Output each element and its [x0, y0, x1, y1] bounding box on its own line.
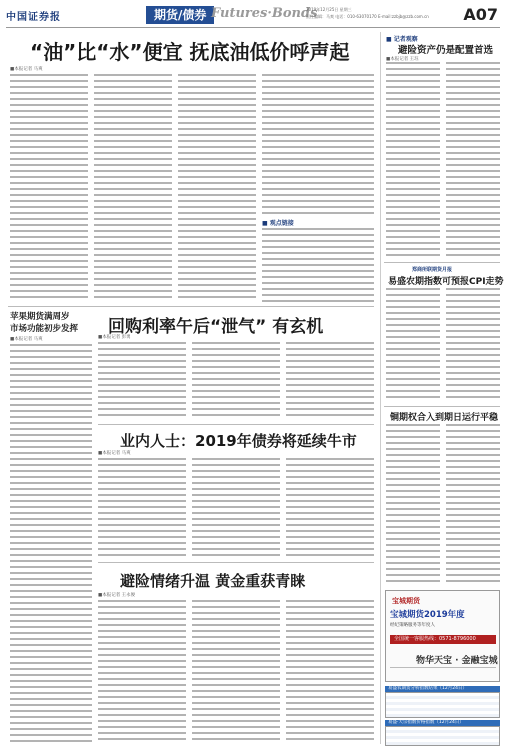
- repo-article-col2: [192, 342, 280, 420]
- column-divider: [380, 32, 381, 744]
- apple-byline: ■本报记者 马爽: [10, 337, 43, 342]
- divider: [98, 424, 374, 425]
- sub-section-text: [262, 228, 374, 302]
- cpi-tag: 郑商所联期货月报: [412, 267, 453, 273]
- repo-rate-byline: ■本报记者 彭勇: [98, 335, 131, 340]
- copper-col2: [446, 424, 500, 584]
- risk-asset-col1: [386, 62, 440, 258]
- apple-headline-line1: 苹果期货满周岁: [10, 312, 70, 322]
- ad-subtitle: 经纪策略服务等年度人: [390, 623, 435, 628]
- main-byline: ■本报记者 马爽: [10, 67, 43, 72]
- index-table-title: 易盛农期货分析指数结果（12月24日）: [385, 686, 500, 692]
- gold-article-col3: [286, 600, 374, 742]
- bond-article-col1: [98, 458, 186, 558]
- risk-asset-col2: [446, 62, 500, 258]
- page-number: A07: [463, 5, 498, 24]
- apple-article-text: [10, 344, 92, 742]
- copper-col1: [386, 424, 440, 584]
- ad-footer-line: [390, 667, 496, 679]
- gold-article-col2: [192, 600, 280, 742]
- section-title: 期货/债券: [146, 6, 214, 24]
- risk-asset-byline: ■本报记者 王珏: [386, 57, 419, 62]
- repo-article-col3: [286, 342, 374, 420]
- commodity-table: [385, 726, 500, 746]
- bond-byline: ■本报记者 马爽: [98, 451, 131, 456]
- divider: [384, 406, 500, 407]
- cpi-col1: [386, 288, 440, 402]
- ad-logo: 宝城期货: [392, 597, 420, 605]
- sidebar-tag: ■ 记者观察: [386, 36, 418, 43]
- index-table: [385, 692, 500, 718]
- ad-title: 宝城期货2019年度: [390, 610, 465, 620]
- main-article-col2: [94, 74, 172, 302]
- gold-article-col1: [98, 600, 186, 742]
- main-article-col1: [10, 74, 88, 302]
- gold-headline: 避险情绪升温 黄金重获青睐: [120, 572, 306, 590]
- masthead: 中国证券报: [6, 12, 61, 23]
- copper-headline: 铜期权合入到期日运行平稳: [390, 413, 499, 423]
- editor-meta: 责任编辑：马爽 电话：010-63070170 E-mail:zzbjb@zzb.com.cn: [306, 14, 429, 19]
- ad-brand: 物华天宝 · 金融宝城: [416, 656, 498, 666]
- bond-article-col2: [192, 458, 280, 558]
- commodity-table-title: 易盛·大宗指数价格指数（12月24日）: [385, 720, 500, 726]
- bond-article-col3: [286, 458, 374, 558]
- divider: [98, 562, 374, 563]
- page-header: [6, 4, 500, 28]
- section-title-english: Futures·Bonds: [211, 6, 318, 21]
- divider: [384, 262, 500, 263]
- apple-headline-line2: 市场功能初步发挥: [10, 324, 79, 334]
- cpi-headline: 易盛农期指数可预报CPI走势: [388, 277, 504, 287]
- main-article-col4: [262, 74, 374, 214]
- issue-date: 2019年12月25日 星期三: [306, 7, 352, 12]
- repo-rate-headline: 回购利率午后“泄气” 有玄机: [108, 317, 324, 337]
- gold-byline: ■本报记者 王永俊: [98, 593, 136, 598]
- bond-headline: 业内人士：2019年债券将延续牛市: [120, 432, 357, 450]
- divider: [8, 306, 374, 307]
- ad-phone: 全国统一客服热线：0571-8796000: [390, 635, 496, 644]
- main-article-col3: [178, 74, 256, 302]
- risk-asset-headline: 避险资产仍是配置首选: [398, 45, 494, 56]
- main-headline: “油”比“水”便宜 抚底油低价呼声起: [30, 40, 350, 64]
- advertisement[interactable]: [385, 590, 500, 682]
- repo-article-col1: [98, 342, 186, 420]
- sub-section-tag: ■ 观点链接: [262, 220, 294, 227]
- cpi-col2: [446, 288, 500, 402]
